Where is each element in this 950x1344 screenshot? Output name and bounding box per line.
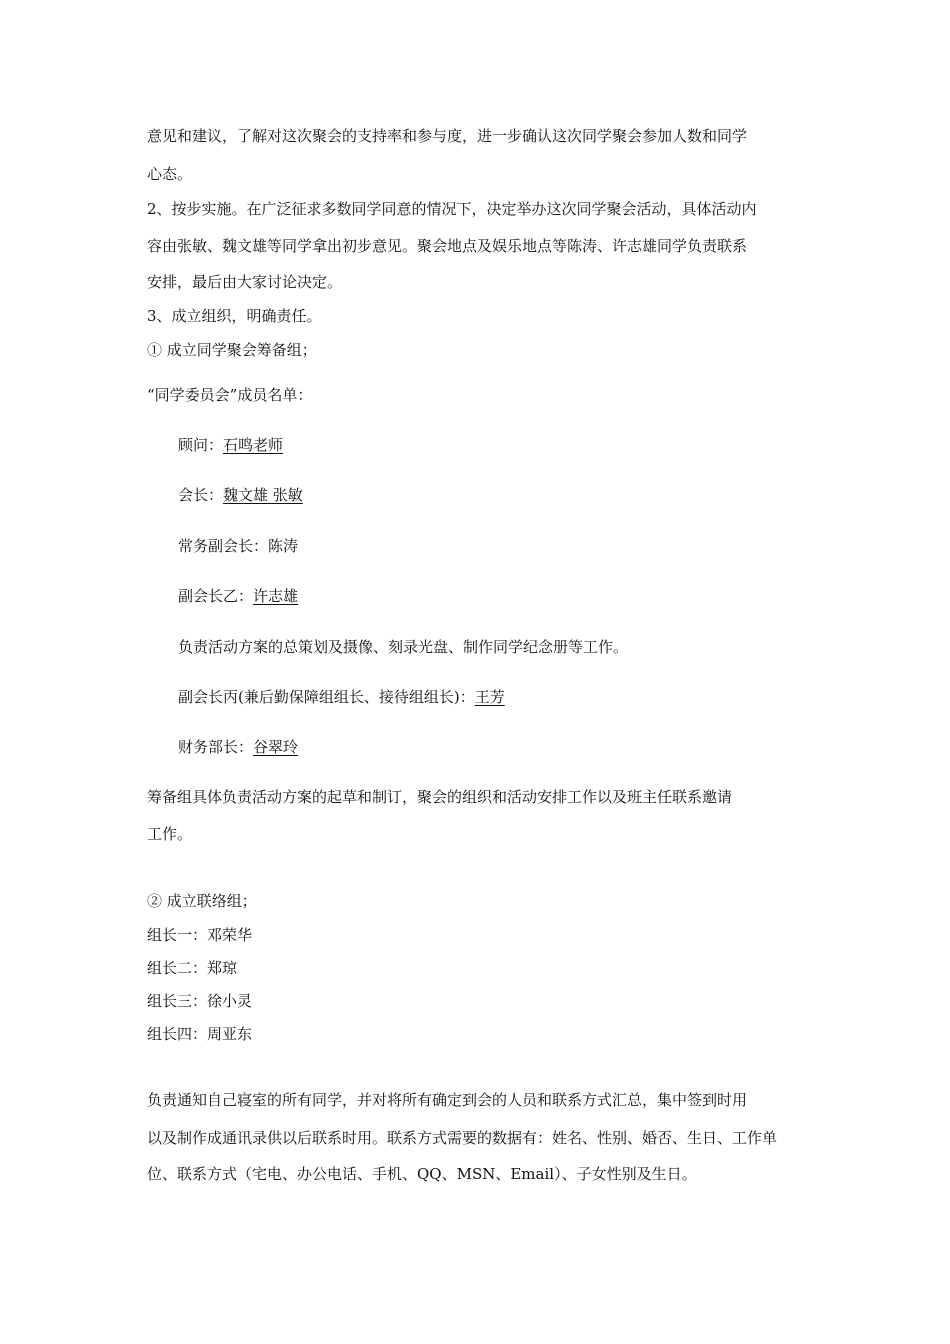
leader-line: 组长一：邓荣华 <box>147 926 253 944</box>
advisor-label: 顾问： <box>178 436 224 454</box>
leader-line: 组长四：周亚东 <box>147 1025 253 1043</box>
vp3-line <box>178 687 505 707</box>
vp2-name: 许志雄 <box>253 587 299 605</box>
vp2-line <box>178 586 298 606</box>
paragraph-line: 负责通知自己寝室的所有同学，并对将所有确定到会的人员和联系方式汇总，集中签到时用 <box>147 1091 748 1109</box>
subsection-heading: ① 成立同学聚会筹备组； <box>147 341 317 359</box>
paragraph-line: 容由张敏、魏文雄等同学拿出初步意见。聚会地点及娱乐地点等陈涛、许志雄同学负责联系 <box>147 237 748 255</box>
vp2-duty: 负责活动方案的总策划及摄像、刻录光盘、制作同学纪念册等工作。 <box>178 638 629 656</box>
paragraph-line: 意见和建议，了解对这次聚会的支持率和参与度，进一步确认这次同学聚会参加人数和同学 <box>147 127 748 145</box>
subsection-heading: ② 成立联络组； <box>147 892 257 910</box>
finance-name: 谷翠玲 <box>253 738 299 756</box>
paragraph-line: 心态。 <box>147 165 193 183</box>
finance-line <box>178 737 298 757</box>
advisor-name: 石鸣老师 <box>223 436 284 454</box>
paragraph-line: 安排，最后由大家讨论决定。 <box>147 273 343 291</box>
advisor-line <box>178 435 283 455</box>
vp2-label: 副会长乙： <box>178 587 254 605</box>
vp3-label: 副会长丙(兼后勤保障组组长、接待组组长)： <box>178 688 475 706</box>
paragraph-line: 以及制作成通讯录供以后联系时用。联系方式需要的数据有：姓名、性别、婚否、生日、工作单 <box>147 1129 778 1147</box>
president-name: 魏文雄 张敏 <box>223 486 303 504</box>
president-line <box>178 485 303 505</box>
section-heading: 3、成立组织，明确责任。 <box>147 307 322 325</box>
exec-vp-line: 常务副会长：陈涛 <box>178 537 299 555</box>
vp3-name: 王芳 <box>474 688 505 706</box>
paragraph-line: 工作。 <box>147 825 193 843</box>
president-label: 会长： <box>178 486 224 504</box>
leader-line: 组长二：郑琼 <box>147 959 238 977</box>
finance-label: 财务部长： <box>178 738 254 756</box>
paragraph-line: 筹备组具体负责活动方案的起草和制订，聚会的组织和活动安排工作以及班主任联系邀请 <box>147 788 733 806</box>
committee-title: “同学委员会”成员名单： <box>147 386 313 404</box>
paragraph-line: 2、按步实施。在广泛征求多数同学同意的情况下，决定举办这次同学聚会活动，具体活动内 <box>147 200 757 218</box>
paragraph-line: 位、联系方式（宅电、办公电话、手机、QQ、MSN、Email）、子女性别及生日。 <box>147 1165 697 1183</box>
leader-line: 组长三：徐小灵 <box>147 992 253 1010</box>
